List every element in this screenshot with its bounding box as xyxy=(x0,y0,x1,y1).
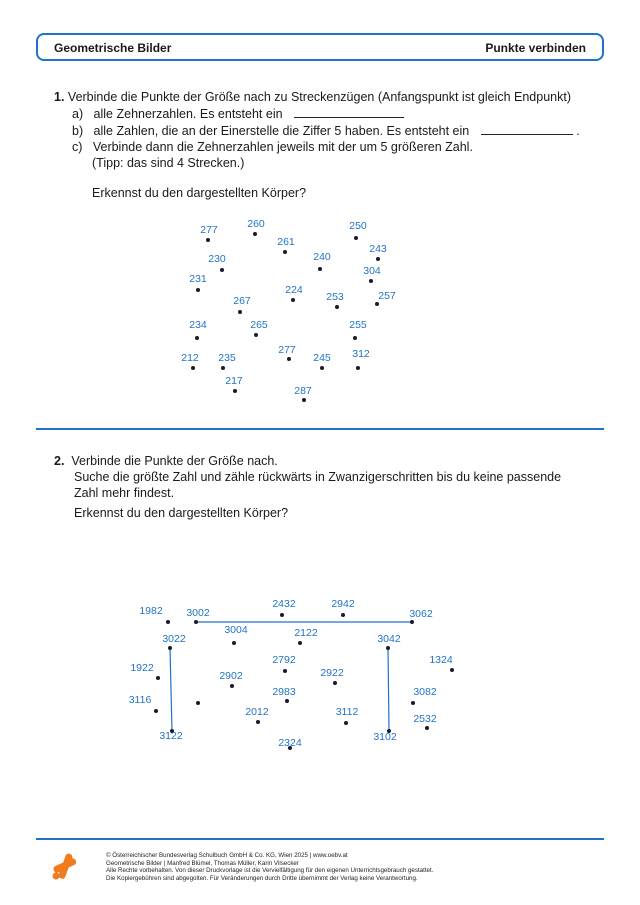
task2-dot[interactable] xyxy=(283,669,287,673)
task2-line1: Verbinde die Punkte der Größe nach. xyxy=(71,454,278,468)
task1-dot[interactable] xyxy=(283,250,287,254)
task1-dot[interactable] xyxy=(369,279,373,283)
task2-dot-label: 2902 xyxy=(219,670,243,682)
task2-dot-label: 3112 xyxy=(335,706,359,718)
task1-dot-label: 277 xyxy=(278,344,296,356)
task1-dot[interactable] xyxy=(354,236,358,240)
task2-dot[interactable] xyxy=(168,646,172,650)
task1-dot-label: 287 xyxy=(294,385,312,397)
task1-text: Verbinde die Punkte der Größe nach zu Streckenzügen (Anfangspunkt ist gleich Endpunkt) xyxy=(67,90,572,104)
task2-dot-label: 2942 xyxy=(331,598,355,610)
task1-dot-label: 257 xyxy=(378,290,396,302)
task1-b-end: . xyxy=(576,124,580,138)
task2-dot-label: 2012 xyxy=(245,706,269,718)
task1-c-tip: (Tipp: das sind 4 Strecken.) xyxy=(92,156,245,170)
task1-dot-label: 217 xyxy=(225,375,243,387)
footer-line-3: Alle Rechte vorbehalten. Von dieser Druckvorlage ist die Vervielfältigung für den eigenen Unterrichtsgebrauch gestattet. xyxy=(106,867,434,875)
task1-question: Erkennst du den dargestellten Körper? xyxy=(92,186,307,200)
task2-dot-label: 3116 xyxy=(128,694,152,706)
task2-dot-label: 3004 xyxy=(224,624,248,636)
task2-dot[interactable] xyxy=(194,620,198,624)
task2-dot-label: 3042 xyxy=(377,633,401,645)
task2-question: Erkennst du den dargestellten Körper? xyxy=(74,506,289,520)
task1-dot-label: 304 xyxy=(363,265,381,277)
task1-dot-label: 243 xyxy=(369,243,387,255)
task1-dot-label: 253 xyxy=(326,291,344,303)
task2-dot[interactable] xyxy=(232,641,236,645)
task2-dot[interactable] xyxy=(344,721,348,725)
task1-dot-label: 312 xyxy=(352,348,370,360)
task2-line-left xyxy=(170,648,172,731)
task2-dot[interactable] xyxy=(285,699,289,703)
task1-dot[interactable] xyxy=(238,310,242,314)
task1-b-text: alle Zahlen, die an der Einerstelle die Ziffer 5 haben. Es entsteht ein xyxy=(93,124,470,138)
footer-line-1: © Österreichischer Bundesverlag Schulbuch GmbH & Co. KG, Wien 2025 | www.oebv.at xyxy=(106,852,348,859)
task2-dot[interactable] xyxy=(230,684,234,688)
task1-dot-label: 224 xyxy=(285,284,303,296)
task1-dot[interactable] xyxy=(302,398,306,402)
task1-dot-label: 230 xyxy=(208,253,226,265)
task2-dot-label: 2532 xyxy=(413,713,437,725)
task1-dot-label: 234 xyxy=(189,319,207,331)
task2-dot-label: 3002 xyxy=(186,607,210,619)
footer-line-2: Geometrische Bilder | Manfred Blümel, Thomas Müller, Karin Vilsecker xyxy=(106,859,299,867)
task1-dot[interactable] xyxy=(318,267,322,271)
task2-dot-label: 3102 xyxy=(373,731,397,743)
task1-dot-label: 261 xyxy=(277,236,295,248)
task1-dot[interactable] xyxy=(335,305,339,309)
task2-line3: Zahl mehr findest. xyxy=(74,486,175,500)
task1-dot[interactable] xyxy=(253,232,257,236)
header-title: Geometrische Bilder xyxy=(54,41,172,55)
task2-dot[interactable] xyxy=(425,726,429,730)
task2-dot[interactable] xyxy=(450,668,454,672)
task1-dot[interactable] xyxy=(191,366,195,370)
task1-dot-label: 212 xyxy=(181,352,199,364)
footer-line-4: Die Kopiergebühren sind abgegolten. Für Veränderungen durch Dritte übernimmt der Verlag keine Verantwortung. xyxy=(106,874,418,882)
task2-dot[interactable] xyxy=(341,613,345,617)
task1-dot-label: 250 xyxy=(349,220,367,232)
task2-dot[interactable] xyxy=(196,701,200,705)
task2-dot-label: 1324 xyxy=(429,654,453,666)
task2-dot-label: 2983 xyxy=(272,686,296,698)
task1-dot[interactable] xyxy=(320,366,324,370)
task1-dot-label: 260 xyxy=(247,218,265,230)
task2-dot[interactable] xyxy=(333,681,337,685)
task1-dot[interactable] xyxy=(287,357,291,361)
task1-a-text: alle Zehnerzahlen. Es entsteht ein xyxy=(93,107,283,121)
footer-text xyxy=(106,852,433,882)
task1-dot[interactable] xyxy=(353,336,357,340)
task1-dot[interactable] xyxy=(356,366,360,370)
task1-dot[interactable] xyxy=(233,389,237,393)
task1-dot-label: 255 xyxy=(349,319,367,331)
task2-dot-label: 3082 xyxy=(413,686,437,698)
task2-dot-label: 2792 xyxy=(272,654,296,666)
task1-dot-label: 235 xyxy=(218,352,236,364)
task1-dot[interactable] xyxy=(196,288,200,292)
task2-dot[interactable] xyxy=(298,641,302,645)
task2-dot[interactable] xyxy=(411,701,415,705)
task1-dot[interactable] xyxy=(291,298,295,302)
task1-a-label: a) xyxy=(72,107,84,121)
task2-dot-label: 2122 xyxy=(294,627,318,639)
publisher-logo xyxy=(52,852,78,880)
task2-dot[interactable] xyxy=(156,676,160,680)
task1-dot-label: 277 xyxy=(200,224,218,236)
task1-dot-label: 240 xyxy=(313,251,331,263)
task1-dot[interactable] xyxy=(375,302,379,306)
task1-dot[interactable] xyxy=(376,257,380,261)
task2-dot-label: 2432 xyxy=(272,598,296,610)
task2-dot[interactable] xyxy=(280,613,284,617)
task2-dot-label: 1922 xyxy=(130,662,154,674)
task2-dot-label: 2324 xyxy=(278,737,302,749)
task2-dot[interactable] xyxy=(386,646,390,650)
task2-dot-label: 2922 xyxy=(320,667,344,679)
task2-number: 2. xyxy=(54,454,65,468)
task1-dot-label: 245 xyxy=(313,352,331,364)
task2-dot[interactable] xyxy=(166,620,170,624)
header-topic: Punkte verbinden xyxy=(485,41,586,55)
task2-dot-label: 3022 xyxy=(162,633,186,645)
task1-b-label: b) xyxy=(72,124,84,138)
task1-number: 1. xyxy=(54,90,65,104)
task1-dot[interactable] xyxy=(221,366,225,370)
task1-dot[interactable] xyxy=(195,336,199,340)
task2-line-right xyxy=(388,648,389,731)
footer-divider xyxy=(36,838,604,840)
task1-dot[interactable] xyxy=(254,333,258,337)
task2-line2: Suche die größte Zahl und zähle rückwärts in Zwanzigerschritten bis du keine passende xyxy=(74,470,562,484)
task2-dot-label: 3062 xyxy=(409,608,433,620)
task1-dot-label: 267 xyxy=(233,295,251,307)
task2-dot[interactable] xyxy=(154,709,158,713)
task1-c-label: c) xyxy=(72,140,83,154)
task1-dot[interactable] xyxy=(206,238,210,242)
task2-dot-label: 1982 xyxy=(139,605,163,617)
task1-c-text: Verbinde dann die Zehnerzahlen jeweils mit der um 5 größeren Zahl. xyxy=(92,140,473,154)
task2-dot[interactable] xyxy=(256,720,260,724)
task2-dot[interactable] xyxy=(410,620,414,624)
task1-dot[interactable] xyxy=(220,268,224,272)
task1-dot-label: 265 xyxy=(250,319,268,331)
task2-dot-label: 3122 xyxy=(159,730,183,742)
task1-dot-label: 231 xyxy=(189,273,207,285)
